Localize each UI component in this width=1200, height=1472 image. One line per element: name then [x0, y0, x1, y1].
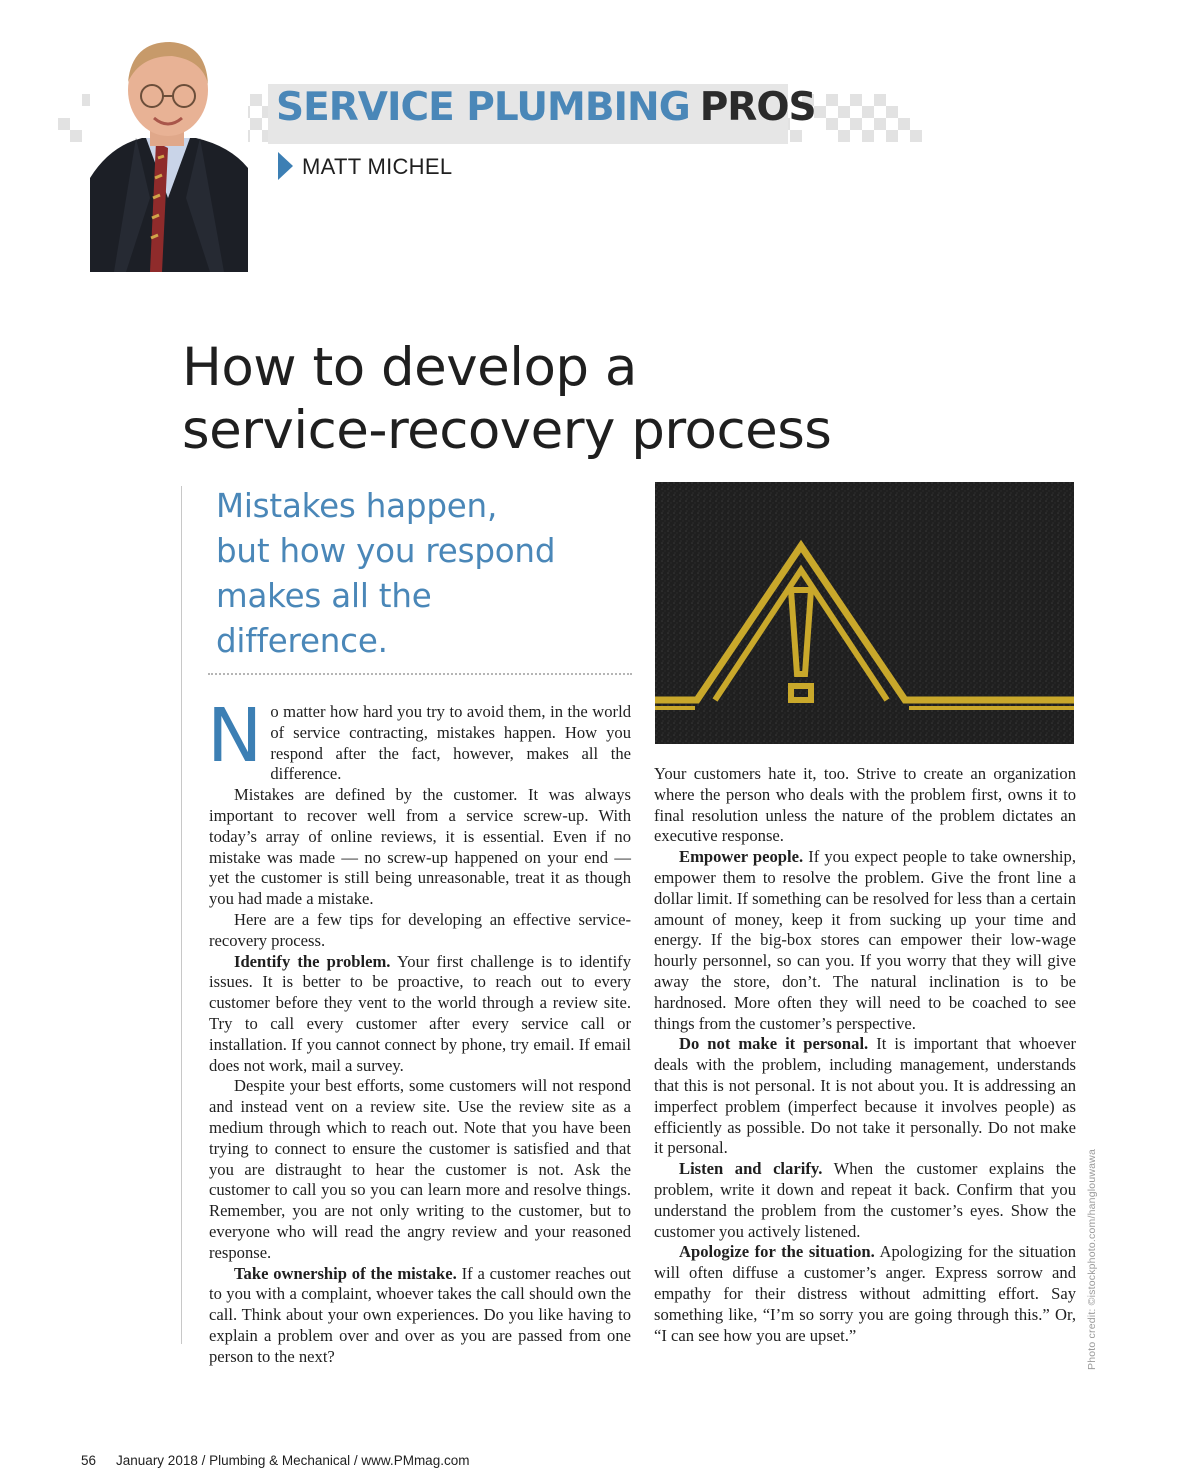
paragraph-text: Despite your best efforts, some customers will not respond and instead vent on a review site. Use the review site as a medium through which to reach out. Note that you have been trying to connect to ensure the customer is satisfied and that you are distraught to hear the customer is not. Ask the customer to call you so you can learn more and resolve things. Remember, you are not only writing to the customer, but to everyone who will read the angry review and your reasoned response.: [209, 1076, 631, 1262]
page-number: 56: [81, 1453, 97, 1468]
paragraph-text: It is important that whoever deals with the problem, including management, understands that this is not personal. It is not about you. It is addressing an imperfect problem (imperfect because it involves people) as efficiently as possible. Do not take it personally. Do not make it personal.: [654, 1034, 1076, 1158]
body-paragraph: [209, 785, 631, 910]
paragraph-text: Mistakes are defined by the customer. It was always important to recover well from a service screw-up. With today’s array of online reviews, it is essential. Even if no mistake was made — no screw-up happened on your end — yet the customer is still being unreasonable, treat it as though you had made a mistake.: [209, 785, 631, 909]
publication-info: / Plumbing & Mechanical / www.PMmag.com: [201, 1453, 470, 1468]
body-paragraph: [654, 1034, 1076, 1159]
paragraph-lead: Apologize for the situation.: [679, 1242, 875, 1262]
body-paragraph: [654, 764, 1076, 847]
vertical-rule: [181, 486, 182, 1344]
warning-sign-illustration: [655, 482, 1074, 744]
photo-credit: Photo credit: ©istockphoto.com/hanglouwawa: [1086, 1148, 1098, 1370]
column-title-part2: PROS: [699, 85, 816, 130]
headline-line: service-recovery process: [182, 400, 832, 461]
paragraph-text: If you expect people to take ownership, empower them to resolve the problem. Give the front line a dollar limit. If something can be resolved for less than a certain amount of money, keep it from sucking up your time and energy. If the big-box stores can empower their low-wage hourly personnel, so can you. If you worry that they will give away the store, don’t. The natural inclination is to be hardnosed. More often they will need to be coached to see things from the customer’s perspective.: [654, 847, 1076, 1033]
paragraph-text: Here are a few tips for developing an effective service-recovery process.: [209, 909, 631, 950]
play-arrow-icon: [278, 152, 293, 180]
issue-date: January 2018: [116, 1453, 198, 1468]
deck-line: difference.: [216, 622, 388, 660]
paragraph-text: Apologizing for the situation will often diffuse a customer’s anger. Express sorrow and empathy for their distress without admitting effort. Say something like, “I’m so sorry you are going through this.” Or, “I can see how you are upset.”: [654, 1242, 1077, 1345]
paragraph-text: Your customers hate it, too. Strive to create an organization where the person who deals with the problem first, owns it to final resolution unless the nature of the problem dictates an executive response.: [654, 764, 1076, 846]
dotted-divider: [208, 673, 632, 675]
column-title-part1: SERVICE PLUMBING: [276, 85, 690, 130]
article-deck: [216, 484, 636, 664]
body-paragraph: [209, 910, 631, 952]
body-paragraph: [209, 1076, 631, 1263]
body-paragraph: [207, 693, 631, 785]
paragraph-lead: Empower people.: [679, 847, 804, 867]
article-body-left-column: [207, 693, 632, 1368]
drop-cap: N: [207, 693, 263, 779]
body-paragraph: [654, 847, 1076, 1034]
paragraph-lead: Identify the problem.: [234, 951, 391, 971]
article-body-right-column: [654, 764, 1076, 1346]
body-paragraph: [654, 1159, 1076, 1242]
paragraph-lead: Do not make it personal.: [679, 1034, 869, 1054]
author-photo: [90, 38, 248, 272]
paragraph-lead: Listen and clarify.: [679, 1159, 823, 1179]
column-title: [276, 85, 816, 130]
paragraph-text: If a customer reaches out to you with a complaint, whoever takes the call should own the call. Think about your own experiences. Do you like having to explain a problem over and over as you are passed from one person to the next?: [209, 1263, 631, 1366]
author-byline: MATT MICHEL: [302, 154, 453, 179]
deck-line: Mistakes happen,: [216, 487, 498, 525]
paragraph-text: When the customer explains the problem, write it down and repeat it back. Confirm that you understand the problem from the customer’s eyes. Show the customer you actively listened.: [654, 1159, 1077, 1241]
paragraph-text: o matter how hard you try to avoid them, in the world of service contracting, mistakes happen. How you respond after the fact, however, makes all the difference.: [270, 702, 631, 784]
body-paragraph: [209, 1264, 631, 1368]
article-headline: [182, 336, 1042, 462]
deck-line: but how you respond: [216, 532, 556, 570]
headline-line: How to develop a: [182, 337, 637, 398]
body-paragraph: [654, 1242, 1076, 1346]
paragraph-lead: Take ownership of the mistake.: [234, 1263, 457, 1283]
page-footer: [81, 1453, 469, 1468]
paragraph-text: Your first challenge is to identify issues. It is better to be proactive, to reach out to every customer before they vent to the world through a review site. Try to call every customer after every service call or installation. If you cannot connect by phone, try email. If email does not work, mail a survey.: [209, 951, 632, 1075]
deck-line: makes all the: [216, 577, 432, 615]
body-paragraph: [209, 952, 631, 1077]
